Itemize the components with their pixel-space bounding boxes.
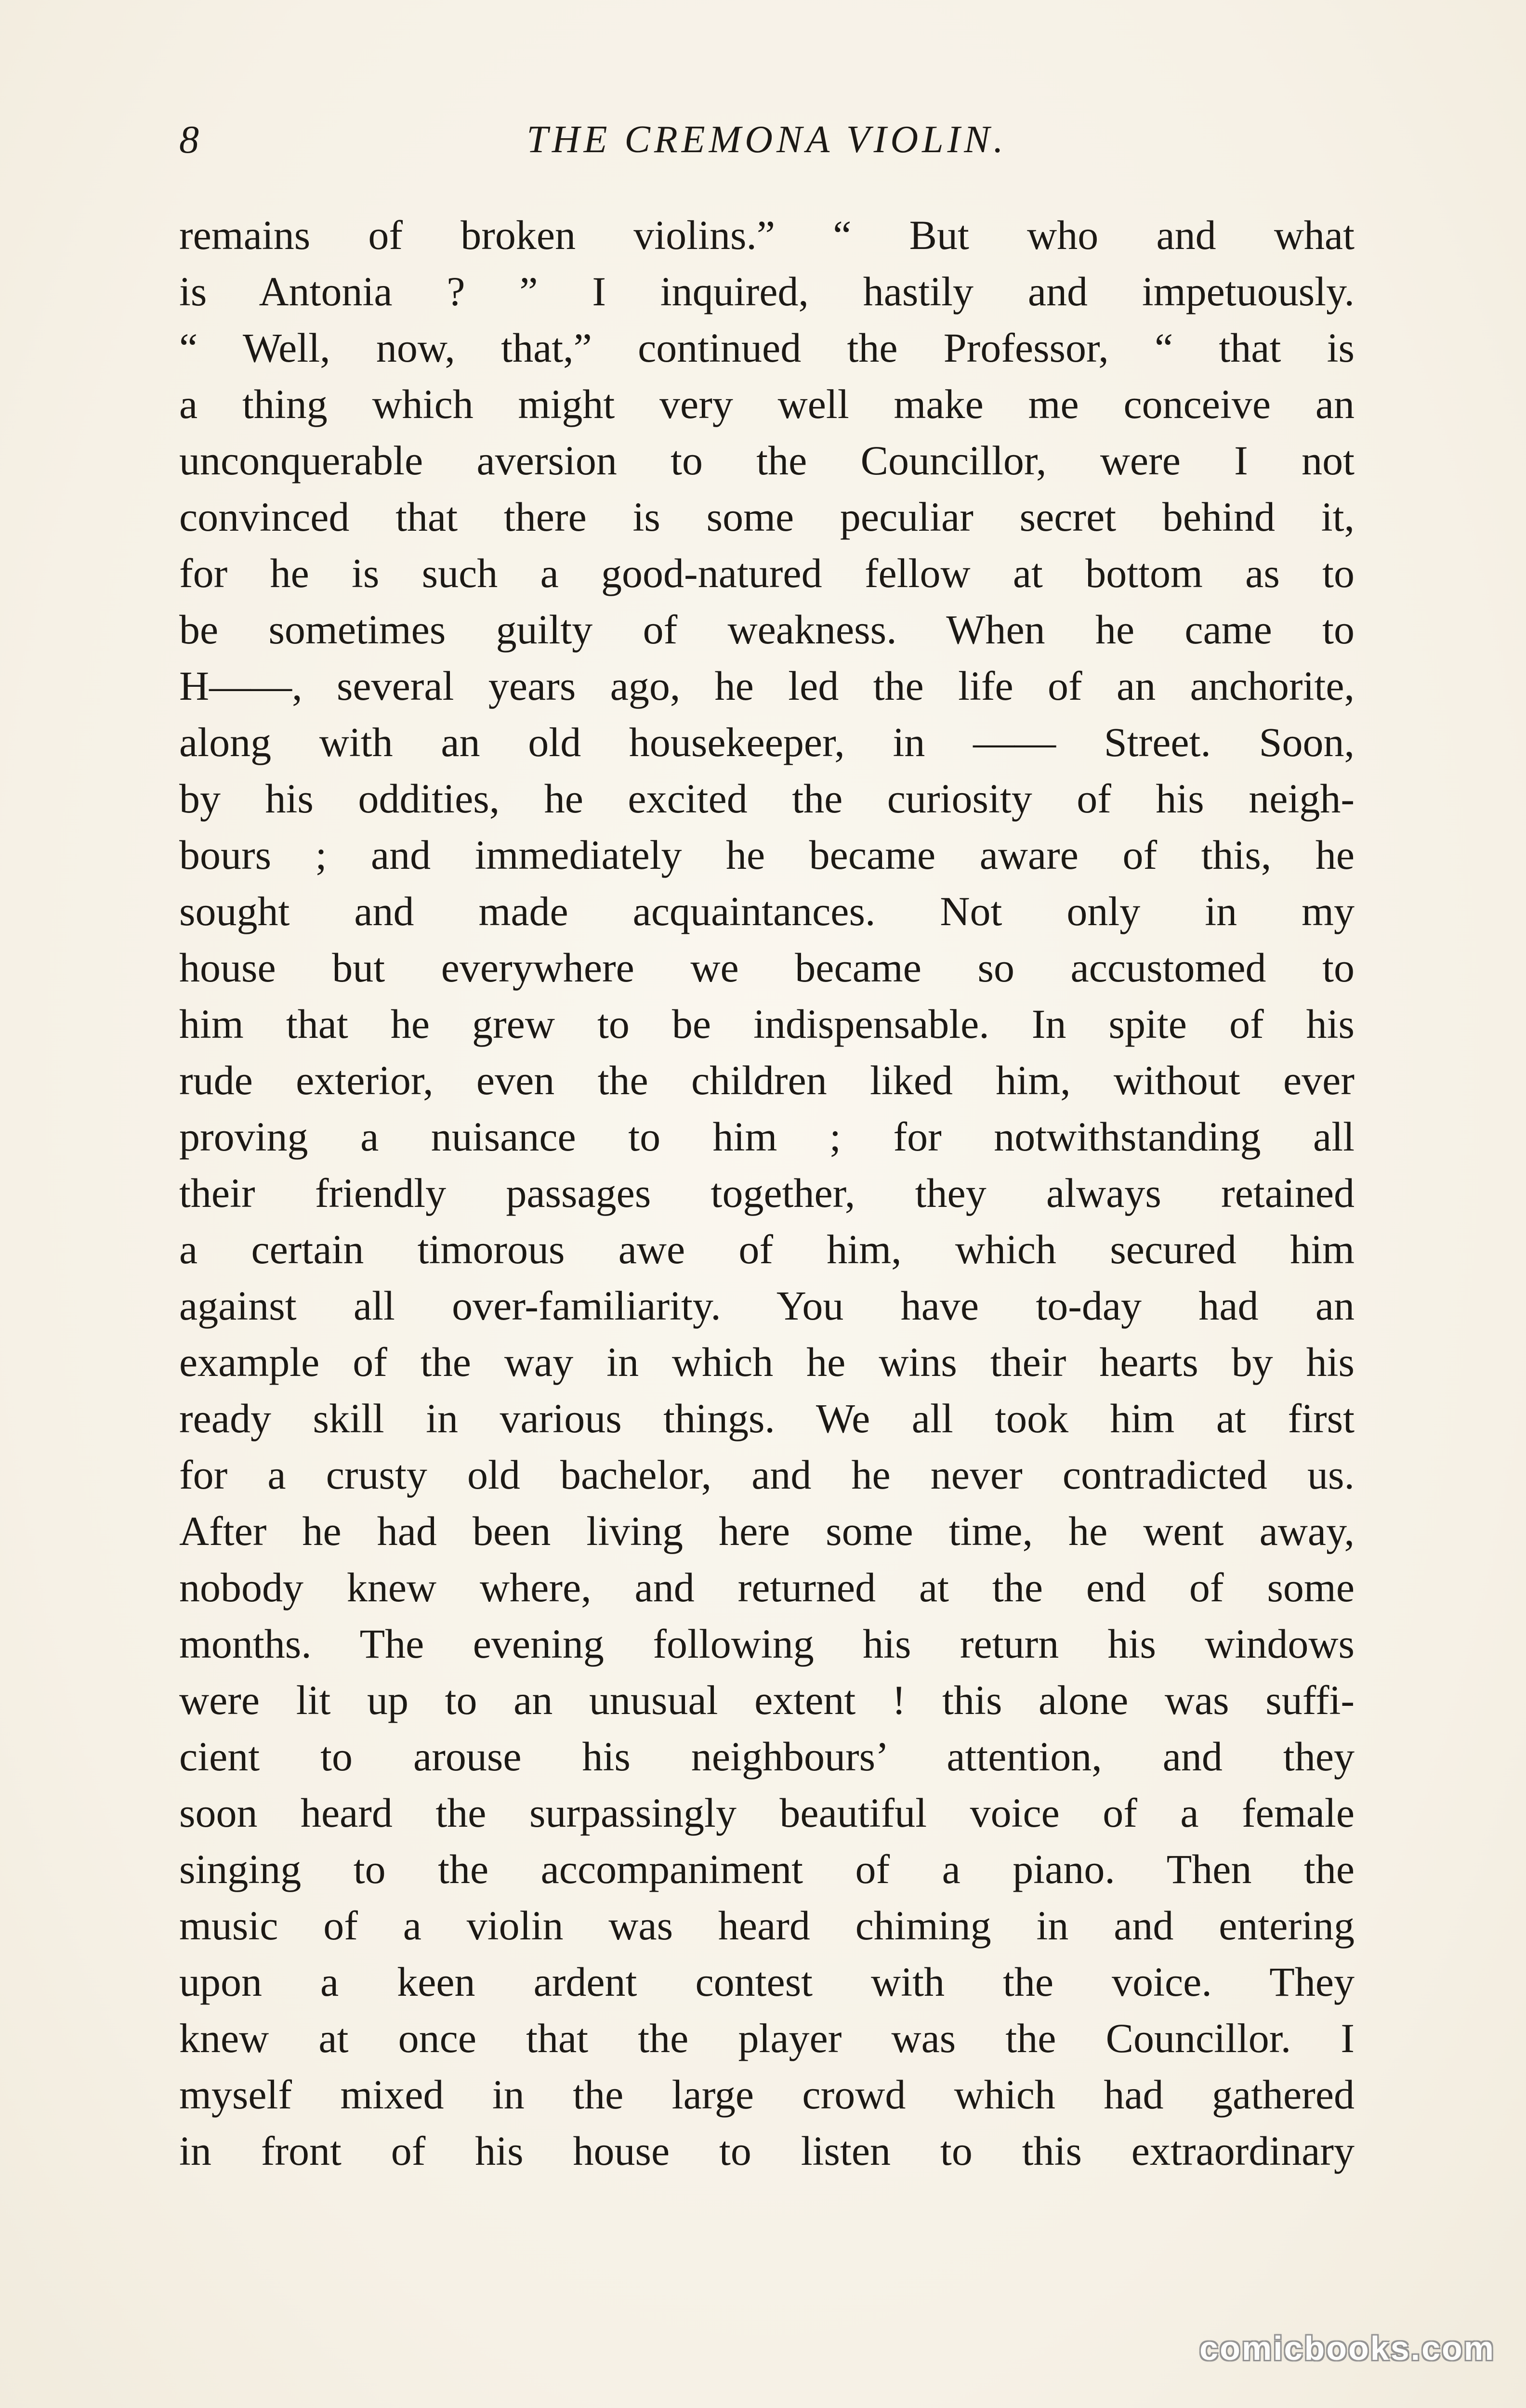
text-line: music of a violin was heard chiming in and entering <box>179 1902 1355 1949</box>
text-line: upon a keen ardent contest with the voice. They <box>179 1959 1355 2005</box>
text-line: months. The evening following his return his windows <box>179 1621 1355 1667</box>
text-line: be sometimes guilty of weakness. When he came to <box>179 606 1355 653</box>
text-line: knew at once that the player was the Councillor. I <box>179 2015 1355 2061</box>
text-line: “ Well, now, that,” continued the Professor, “ that is <box>179 325 1355 371</box>
text-line: in front of his house to listen to this extraordinary <box>179 2128 1355 2174</box>
text-line: example of the way in which he wins their hearts by his <box>179 1339 1355 1385</box>
page-header <box>179 113 1355 166</box>
text-line: ready skill in various things. We all took him at first <box>179 1395 1355 1441</box>
text-line: a certain timorous awe of him, which secured him <box>179 1226 1355 1272</box>
text-line: remains of broken violins.” “ But who and what <box>179 212 1355 258</box>
text-line: sought and made acquaintances. Not only in my <box>179 888 1355 934</box>
text-line: convinced that there is some peculiar secret behind it, <box>179 494 1355 540</box>
text-line: were lit up to an unusual extent ! this alone was suffi- <box>179 1677 1355 1723</box>
text-line: against all over-familiarity. You have to-day had an <box>179 1283 1355 1329</box>
body-text <box>179 207 1355 2179</box>
text-line: rude exterior, even the children liked him, without ever <box>179 1057 1355 1103</box>
watermark: comicbooks.com <box>1199 2329 1495 2367</box>
text-line: a thing which might very well make me conceive an <box>179 381 1355 427</box>
text-line: along with an old housekeeper, in —— Street. Soon, <box>179 719 1355 765</box>
text-line: cient to arouse his neighbours’ attention, and they <box>179 1733 1355 1780</box>
text-line: by his oddities, he excited the curiosity of his neigh- <box>179 775 1355 822</box>
text-line: myself mixed in the large crowd which had gathered <box>179 2071 1355 2118</box>
text-line: After he had been living here some time, he went away, <box>179 1508 1355 1554</box>
text-line: house but everywhere we became so accustomed to <box>179 944 1355 991</box>
text-line: soon heard the surpassingly beautiful voice of a female <box>179 1790 1355 1836</box>
text-line: him that he grew to be indispensable. In spite of his <box>179 1001 1355 1047</box>
text-line: bours ; and immediately he became aware of this, he <box>179 832 1355 878</box>
text-line: is Antonia ? ” I inquired, hastily and impetuously. <box>179 268 1355 314</box>
text-line: nobody knew where, and returned at the end of some <box>179 1564 1355 1610</box>
page-number: 8 <box>179 118 199 161</box>
text-line: singing to the accompaniment of a piano. Then the <box>179 1846 1355 1892</box>
text-line: H——, several years ago, he led the life of an anchorite, <box>179 663 1355 709</box>
running-title: THE CREMONA VIOLIN. <box>526 118 1007 161</box>
text-line: their friendly passages together, they always retained <box>179 1170 1355 1216</box>
text-line: for a crusty old bachelor, and he never contradicted us. <box>179 1452 1355 1498</box>
text-line: proving a nuisance to him ; for notwithstanding all <box>179 1113 1355 1160</box>
text-line: for he is such a good-natured fellow at bottom as to <box>179 550 1355 596</box>
text-line: unconquerable aversion to the Councillor, were I not <box>179 437 1355 484</box>
